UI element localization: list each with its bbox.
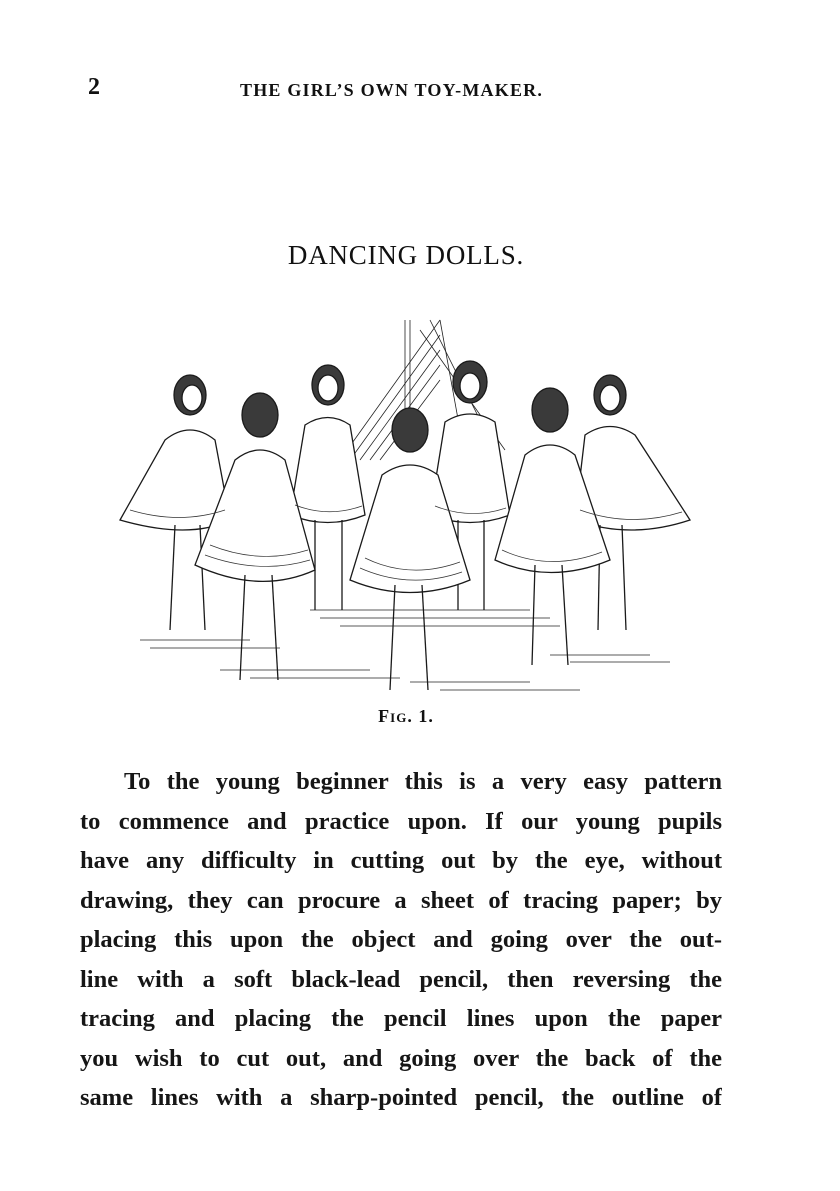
chapter-title: DANCING DOLLS. (287, 240, 525, 270)
floor-shading (140, 610, 670, 690)
body-paragraph (80, 762, 722, 1118)
doll-7 (495, 388, 610, 665)
doll-1 (120, 375, 230, 630)
text-line: To the young beginner this is a very easy pattern (124, 768, 722, 795)
text-line: you wish to cut out, and going over the back of the (80, 1044, 722, 1072)
figure-caption: Fig. 1. (378, 706, 434, 726)
page-number: 2 (88, 74, 100, 100)
text-line: tracing and placing the pencil lines upon the paper (80, 1005, 722, 1032)
dancing-dolls-illustration (110, 310, 710, 700)
text-line: placing this upon the object and going over the out- (80, 926, 722, 953)
text-line: drawing, they can procure a sheet of tracing paper; by (80, 886, 722, 914)
running-title: THE GIRL’S OWN TOY-MAKER. (240, 80, 544, 100)
doll-5 (195, 393, 315, 680)
text-line: same lines with a sharp-pointed pencil, the outline of (80, 1084, 722, 1111)
text-line: line with a soft black-lead pencil, then reversing the (80, 965, 722, 993)
doll-4 (575, 375, 690, 630)
text-line: have any difficulty in cutting out by the eye, without (80, 847, 722, 874)
doll-figures (120, 361, 690, 690)
running-head (88, 74, 588, 106)
text-line: to commence and practice upon. If our young pupils (80, 807, 722, 835)
